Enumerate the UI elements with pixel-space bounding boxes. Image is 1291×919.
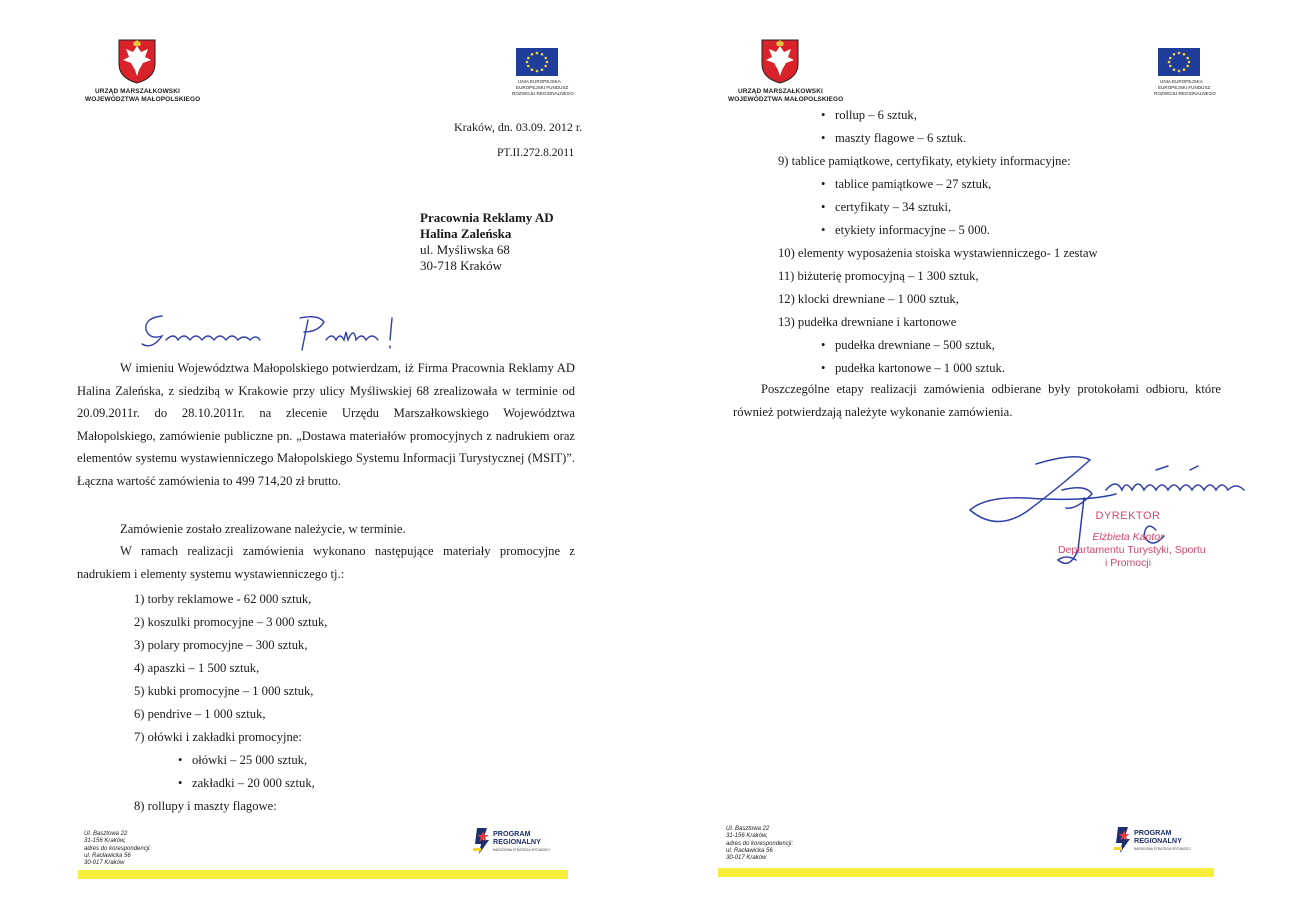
recipient-street: ul. Myśliwska 68 [420,242,510,257]
bullet-item: • pudełka drewniane – 500 sztuk, [835,338,995,353]
footer-yellow-bar [78,870,568,879]
bullet-item: • ołówki – 25 000 sztuk, [192,753,307,768]
bullet-item: • maszty flagowe – 6 sztuk. [835,131,966,146]
footer-address-line: 30-017 Kraków [726,855,767,862]
footer-yellow-bar [718,868,1214,877]
eu-flag-icon [1158,48,1200,76]
footer-address-line: 31-156 Kraków, [84,838,126,845]
footer-address-line: adres do korespondencji: [726,840,794,847]
list-item: 2) koszulki promocyjne – 3 000 sztuk, [134,615,328,629]
program-label-line-1: PROGRAM [1134,828,1172,837]
footer-address-line: adres do korespondencji: [84,845,152,852]
list-item: 3) polary promocyjne – 300 sztuk, [134,638,308,652]
list-item: 8) rollupy i maszty flagowe: [134,799,277,813]
letter-reference: PT.II.272.8.2011 [497,147,575,159]
eu-fund-label [512,79,574,97]
recipient-name: Pracownia Reklamy AD [420,210,554,225]
closing-paragraph: Poszczególne etapy realizacji zamówienia odbierane były protokołami odbioru, które również potwierdzają należyte wykonanie zamówienia. [733,382,1221,419]
list-item: 11) biżuterię promocyjną – 1 300 sztuk, [778,269,979,283]
list-item: 5) kubki promocyjne – 1 000 sztuk, [134,684,314,698]
eu-label-line-2: EUROPEJSKI FUNDUSZ [516,85,569,90]
malopolska-crest-icon [760,38,800,84]
footer-address-line: Ul. Basztowa 22 [726,826,770,832]
eu-flag-icon [516,48,558,76]
list-item: 9) tablice pamiątkowe, certyfikaty, etykiety informacyjne: [778,154,1071,168]
footer-address-line: 30-017 Kraków [84,860,125,867]
list-item: 7) ołówki i zakładki promocyjne: [134,730,302,744]
bullet-item: • etykiety informacyjne – 5 000. [835,223,990,238]
program-star-icon [1114,825,1132,855]
director-stamp [1058,510,1206,570]
letter-page-1 [0,0,640,919]
paragraph-confirmation: W imieniu Województwa Małopolskiego potwierdzam, iż Firma Pracownia Reklamy AD Halina Zaleńska, z siedzibą w Krakowie przy ulicy Myśliwskiej 68 zrealizowała w terminie od 20.09.2011r. do 28.10.2011r. na zlecenie Urzędu Marszałkowskiego Województwa Małopolskiego, zamówienie publiczne pn. „Dostawa materiałów promocyjnych z nadrukiem oraz elementów systemu wystawienniczego Małopolskiego Systemu Informacji Turystycznej (MSIT)”. Łączna wartość zamówienia to 499 714,20 zł brutto. [77,361,575,488]
letter-date: Kraków, dn. 03.09. 2012 r. [454,120,583,134]
office-name-line-1: URZĄD MARSZAŁKOWSKI [95,88,180,95]
malopolska-crest-icon [117,38,157,84]
stamp-title: DYREKTOR [1095,510,1161,522]
list-item: 1) torby reklamowe - 62 000 sztuk, [134,592,312,606]
list-item: 12) klocki drewniane – 1 000 sztuk, [778,292,959,306]
program-label-line-2: REGIONALNY [493,837,541,846]
paragraph-completed: Zamówienie zostało zrealizowane należycie, w terminie. [120,522,406,536]
office-name-line-1: URZĄD MARSZAŁKOWSKI [738,88,823,95]
bullet-item: • certyfikaty – 34 sztuki, [835,200,951,215]
stamp-line: Elżbieta Kantor [1092,531,1164,543]
recipient-person: Halina Zaleńska [420,226,512,241]
eu-fund-label [1154,79,1216,97]
stamp-line: Departamentu Turystyki, Sportu [1058,544,1206,556]
eu-label-line-3: ROZWOJU REGIONALNEGO [1154,91,1216,96]
program-star-icon [473,826,491,856]
eu-label-line-1: UNIA EUROPEJSKA [518,79,561,84]
footer-address-line: ul. Racławicka 56 [726,847,773,854]
bullet-item: • pudełka kartonowe – 1 000 sztuk. [835,361,1005,376]
footer-address-line: ul. Racławicka 56 [84,852,131,859]
paragraph-materials: W ramach realizacji zamówienia wykonano następujące materiały promocyjne z nadrukiem i elementy systemu wystawienniczego tj.: [77,544,575,581]
program-subtitle: NARODOWA STRATEGIA SPÓJNOŚCI [493,848,550,852]
office-name-line-2: WOJEWÓDZTWA MAŁOPOLSKIEGO [85,95,201,103]
program-regionalny-logo [473,826,563,860]
program-label-line-2: REGIONALNY [1134,836,1182,845]
list-item: 4) apaszki – 1 500 sztuk, [134,661,260,675]
letter-page-2 [646,0,1286,919]
footer-address [84,831,151,867]
bullet-item: • zakładki – 20 000 sztuk, [192,776,315,791]
list-item: 10) elementy wyposażenia stoiska wystawienniczego- 1 zestaw [778,246,1098,260]
eu-label-line-3: ROZWOJU REGIONALNEGO [512,91,574,96]
office-name [728,88,843,103]
eu-label-line-2: EUROPEJSKI FUNDUSZ [1158,85,1211,90]
office-name [85,88,200,103]
stamp-line: i Promocji [1104,557,1152,569]
list-item: 6) pendrive – 1 000 sztuk, [134,707,266,721]
recipient-city: 30-718 Kraków [420,258,502,273]
bullet-item: • tablice pamiątkowe – 27 sztuk, [835,177,991,192]
bullet-item: • rollup – 6 sztuk, [835,108,917,123]
program-subtitle: NARODOWA STRATEGIA SPÓJNOŚCI [1134,847,1191,851]
footer-address-line: 31-156 Kraków, [726,833,768,840]
list-item: 13) pudełka drewniane i kartonowe [778,315,957,329]
handwritten-greeting [140,310,410,358]
footer-address-line: Ul. Basztowa 22 [84,831,128,837]
office-name-line-2: WOJEWÓDZTWA MAŁOPOLSKIEGO [728,95,844,103]
program-regionalny-logo [1114,825,1204,859]
program-label-line-1: PROGRAM [493,829,531,838]
eu-label-line-1: UNIA EUROPEJSKA [1160,79,1203,84]
footer-address [726,826,793,862]
